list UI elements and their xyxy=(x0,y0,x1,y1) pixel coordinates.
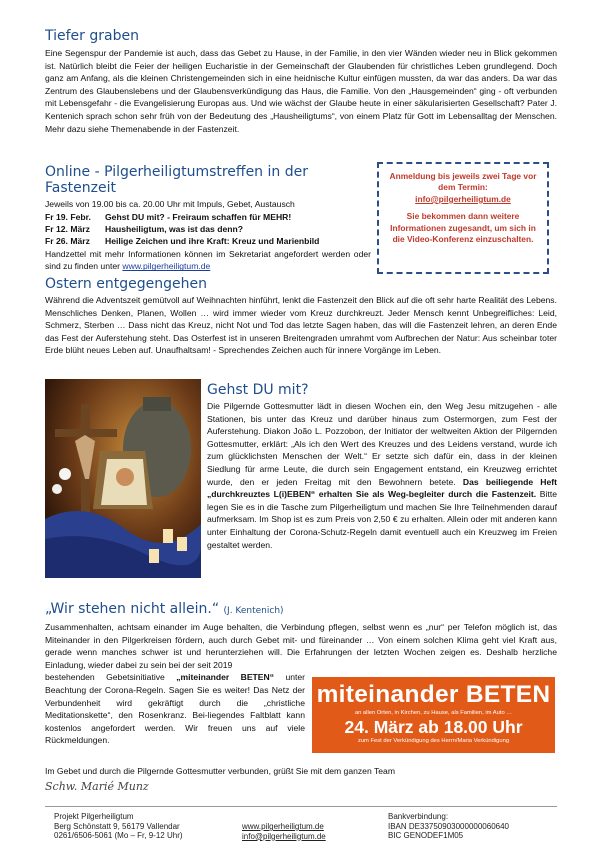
banner-title: miteinander BETEN xyxy=(316,681,551,708)
footer-links xyxy=(242,822,326,841)
footer-line: 0261/6506-5061 (Mo – Fr, 9-12 Uhr) xyxy=(54,831,183,841)
handout-text: Handzettel mit mehr Informationen können im Sekretariat angefordert werden oder sind zu finden unter xyxy=(45,248,371,272)
section-title xyxy=(45,601,557,619)
footer-address xyxy=(54,812,183,841)
initiative-name: „miteinander BETEN“ xyxy=(176,672,275,683)
footer-line: Projekt Pilgerheiligtum xyxy=(54,812,134,821)
section-text-cont xyxy=(45,671,305,747)
event-row xyxy=(45,211,371,223)
signature: Schw. Marié Munz xyxy=(45,780,149,793)
event-date: Fr 26. März xyxy=(45,236,90,247)
registration-callout xyxy=(377,162,549,274)
section-text: Eine Segenspur der Pandemie ist auch, dass das Gebet zu Hause, in der Familie, in den vier Wänden wieder neu in Blick gekommen ist. Natürlich bleibt die Feier der heiligen Eucharistie in der Gemeinschaft der Glaubenden für christliches Leben grundlegend. Doch ganz am Anfang, als die kleinen Christengemeinden sich in eine heidnische Kultur einfügen mussten, da war das anders. Da war das Zentrum des Glaubenslebens und der Glaubensverkündigung das Haus, die Familie. Von den „Hausgemeinden“ ging - oft verbunden mit Lebensgefahr - die Evangelisierung Europas aus. Und wie wächst der Glaube heute in einer säkularisierten Gesellschaft? Pater J. Kentenich sprach schon sehr früh von der Bedeutung des „Hausheiligtums“, von einem Platz für Gott im Lebensalltag der Menschen. Mehr dazu siehe Themenabende in der Fastenzeit. xyxy=(45,48,557,134)
section-title: Ostern entgegengehen xyxy=(45,276,207,292)
footer-line: Berg Schönstatt 9, 56179 Vallendar xyxy=(54,821,180,831)
footer-line: IBAN DE33750903000000060640 xyxy=(388,821,509,831)
section-gehst-du-mit xyxy=(207,382,557,551)
event-title: Hausheiligtum, was ist das denn? xyxy=(105,224,244,234)
event-list xyxy=(45,211,371,248)
quote-title: „Wir stehen nicht allein.“ xyxy=(45,601,220,617)
footer-line: BIC GENODEF1M05 xyxy=(388,831,464,841)
crucifix-photo xyxy=(45,379,201,578)
section-title: Gehst DU mit? xyxy=(207,382,309,398)
handout-note xyxy=(45,248,371,273)
callout-line2: Sie bekommen dann weitere Informationen zugesandt, um sich in die Video-Konferenz einzuschalten. xyxy=(390,211,536,245)
callout-line1: Anmeldung bis jeweils zwei Tage vor dem Termin: xyxy=(389,171,537,193)
section-ostern xyxy=(45,276,557,357)
callout-email-link[interactable]: info@pilgerheiligtum.de xyxy=(415,193,511,204)
footer-divider xyxy=(45,806,557,807)
section-text: Während die Adventszeit gemütvoll auf Weihnachten hinführt, lenkt die Fastenzeit den Blick auf die oft sehr harte Realität des Lebens. Menschliches Denken, Planen, Wollen … wird immer wieder vom Kreuz durchkreuzt. Jeder Mensch kennt Unbegreifliches: Leid, Schmerz, Sterben … Dass nicht das Kreuz, nicht Not und Tod das letzte Sagen haben, das will die Fastenzeit lehren, an deren Ende das Fest der Auferstehung steht. Das Osterfest ist in unseren Breitengraden umrahmt vom Aufbrechen der Natur: Aus scheinbar toter Erde blüht neues Leben auf. Unaufhaltsam! - Sprechendes Zeichen auch für innere Vorgänge im Leben. xyxy=(45,295,557,356)
event-title: Heilige Zeichen und ihre Kraft: Kreuz und Marienbild xyxy=(105,236,320,247)
text-part-a: bestehenden Gebetsinitiative xyxy=(45,672,165,683)
banner-occasion: zum Fest der Verkündigung des Herrn/Maria Verkündigung xyxy=(357,738,510,744)
section-text: Zusammenhalten, achtsam einander im Auge behalten, die Verbindung pflegen, selbst wenn es „nur“ per Telefon möglich ist, das Miteinander in den Pilgerkreisen fördern, auch durch Gebet mit- und füreinander … Von einem solchen Klima geht viel Kraft aus, gerade wenn manches schwer ist und herunterziehen will. Die Erfahrungen der letzten Wochen zeigen es. Deshalb herzliche Einladung, wieder dabei zu sein bei der seit 2019 xyxy=(45,622,557,670)
section-text-end: Bitte legen Sie es in die Tasche zum Pilgerheiligtum und machen Sie Ihre Teilnehmenden darauf aufmerksam. Im Shop ist es zum Preis von 2,50 € zu erhalten. Allein oder mit anderen kann unter Einhaltung der Corona-Schutz-Regeln damit eventuell auch ein Kreuzweg im Freien gestaltet werden. xyxy=(207,489,557,550)
event-title: Gehst DU mit? - Freiraum schaffen für MEHR! xyxy=(105,211,292,222)
section-tiefer-graben xyxy=(45,28,557,135)
event-row xyxy=(45,223,371,235)
section-intro: Jeweils von 19.00 bis ca. 20.00 Uhr mit Impuls, Gebet, Austausch xyxy=(45,199,295,209)
quote-author: (J. Kentenich) xyxy=(223,606,284,616)
booklet-note: Das beiliegende Heft „durchkreuztes L(i)EBEN“ erhalten Sie als Weg-begleiter durch die Fastenzeit. xyxy=(207,476,558,500)
text-part-c: unter Beachtung der Corona-Regeln. Sagen Sie es weiter! Das Netz der Verbundenheit wird gekräftigt durch die „christliche Meditationskette“, den Rosenkranz. Bei-liegendes Faltblatt kann kostenlos angefordert werden. Wir freuen uns auf viele Rückmeldungen. xyxy=(45,672,306,746)
section-title: Tiefer graben xyxy=(45,28,139,44)
prayer-banner xyxy=(312,677,555,753)
banner-subtitle: an allen Orten, in Kirchen, zu Hause, als Familien, im Auto … xyxy=(354,710,513,716)
section-title: Online - Pilgerheiligtumstreffen in der Fastenzeit xyxy=(45,164,308,196)
website-link[interactable]: www.pilgerheiligtum.de xyxy=(122,261,211,272)
section-online-treffen xyxy=(45,164,371,273)
event-row xyxy=(45,235,371,247)
event-date: Fr 12. März xyxy=(45,224,90,234)
footer-line: Bankverbindung: xyxy=(388,812,449,821)
event-date: Fr 19. Febr. xyxy=(45,211,91,222)
footer-email-link[interactable]: info@pilgerheiligtum.de xyxy=(242,831,326,841)
banner-date: 24. März ab 18.00 Uhr xyxy=(344,717,523,737)
section-text-main: Die Pilgernde Gottesmutter lädt in diesen Wochen ein, den Weg Jesu mitzugehen - alle Stationen, bis unter das Kreuz und darüber hinaus zum Ostermorgen, zum Fest der Auferstehung. Diakon João L. Pozzobon, der Initiator der weltweiten Aktion der Pilgernden Gottesmutter, erklärt: „Als ich den Wert des Kreuzes und des Leidens verstand, wurde ich zum glücklichsten Menschen der Welt.“ Er setzte sich dafür ein, dass in der kleinen Siedlung für arme Leute, die durch sein Engagement entstand, ein Kreuzweg errichtet wurde, den er jeden Freitag mit den Bewohnern betete. xyxy=(207,401,557,487)
footer-website-link[interactable]: www.pilgerheiligtum.de xyxy=(242,822,324,831)
crucifix-image xyxy=(45,379,201,578)
closing xyxy=(45,765,557,778)
closing-greeting: Im Gebet und durch die Pilgernde Gottesmutter verbunden, grüßt Sie mit dem ganzen Team xyxy=(45,766,395,776)
footer-bank xyxy=(388,812,509,841)
section-text xyxy=(207,400,557,551)
